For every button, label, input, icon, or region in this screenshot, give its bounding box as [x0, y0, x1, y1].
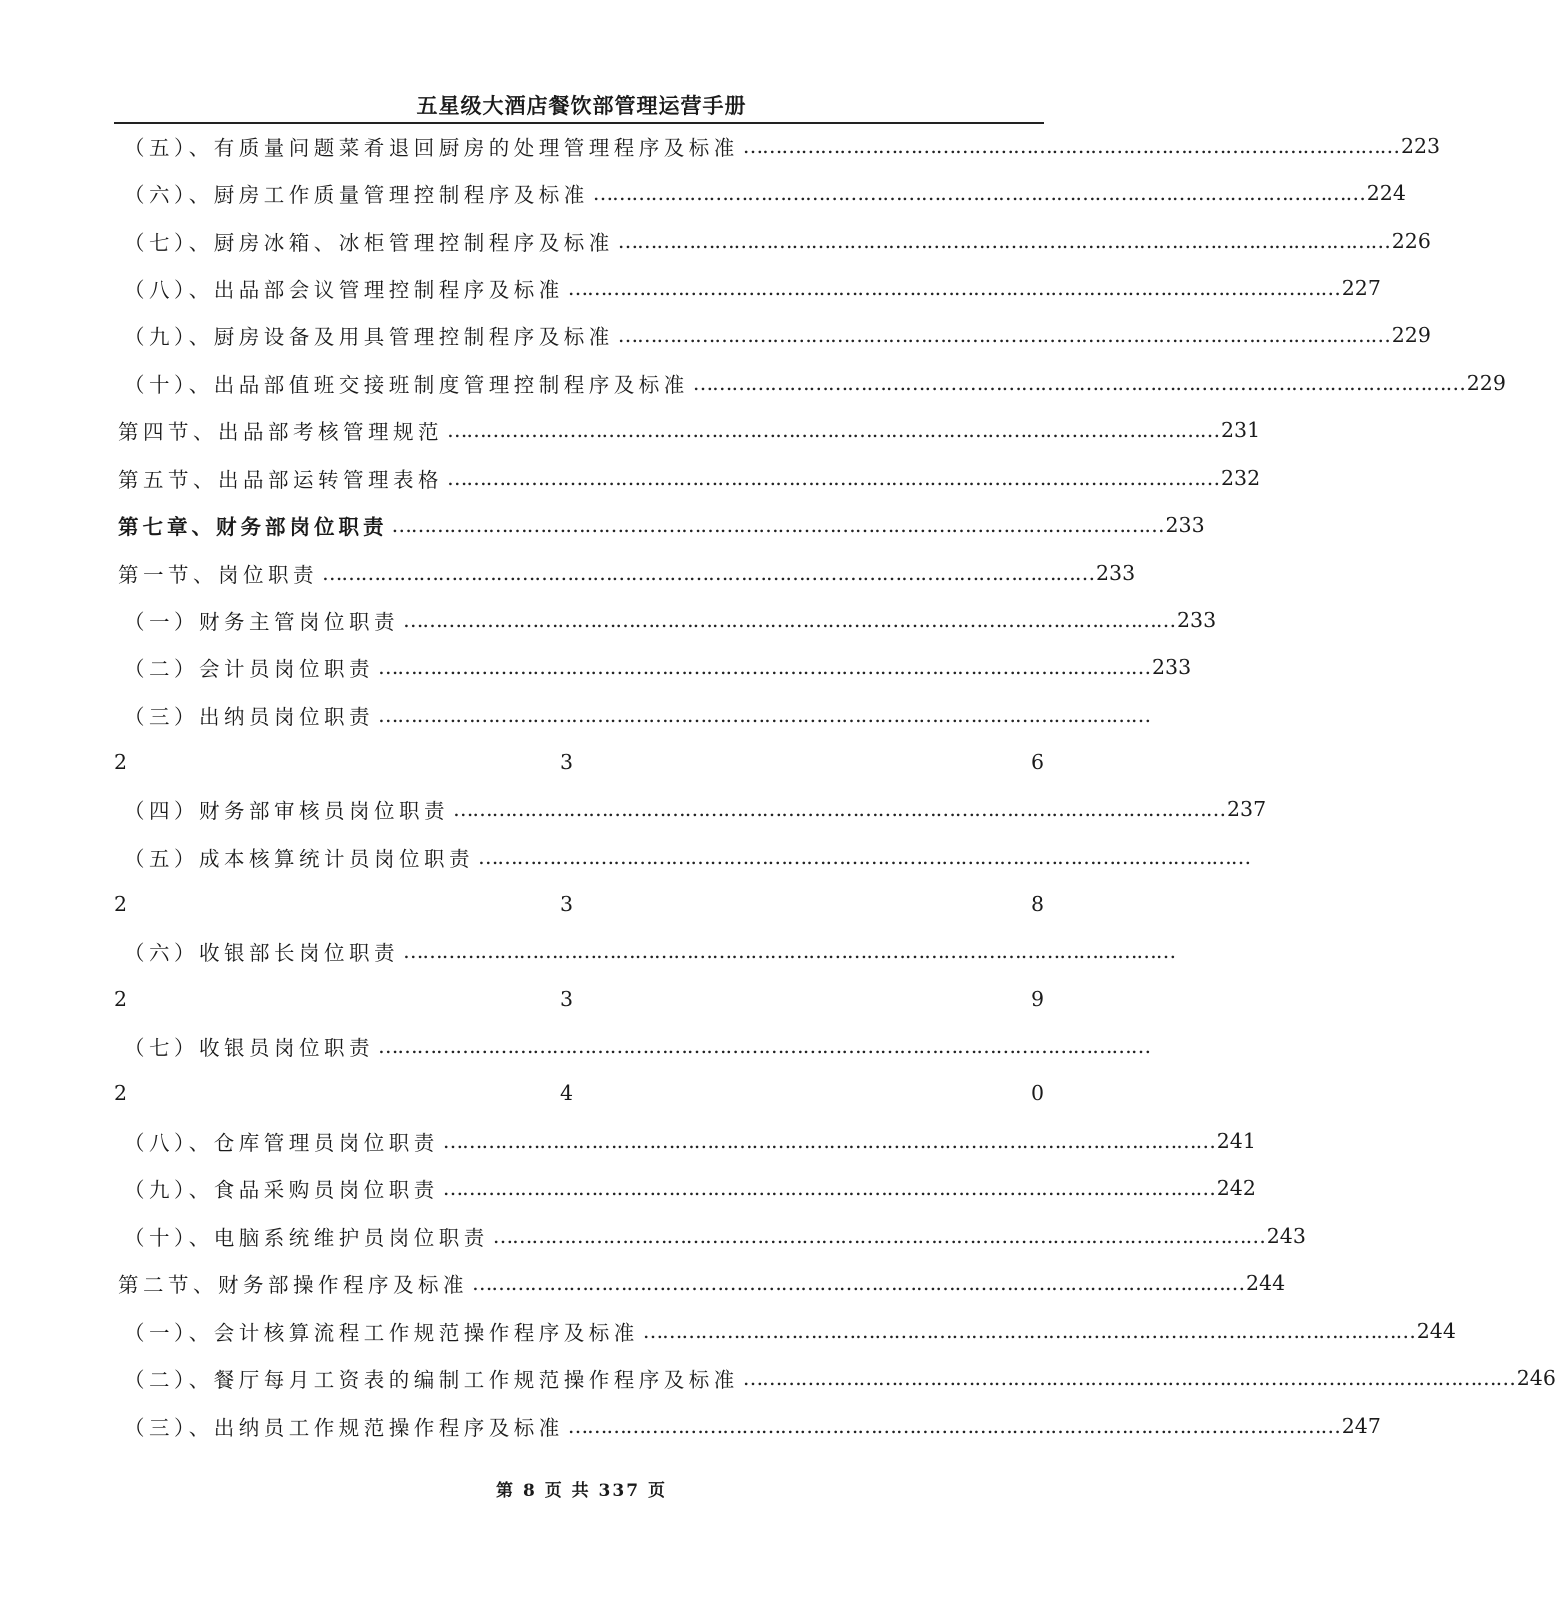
toc-entry[interactable] [0, 173, 1406, 213]
toc-entry[interactable] [0, 931, 1176, 971]
toc-page-number: 231 [1221, 418, 1261, 442]
toc-entry[interactable] [0, 1311, 1456, 1351]
toc-entry[interactable] [0, 789, 1267, 829]
toc-entry[interactable] [0, 458, 1261, 498]
toc-entry[interactable] [0, 1121, 1256, 1161]
toc-leader-dots: ………………………………………………………………………………………………………… [403, 608, 1176, 632]
toc-leader-dots: ………………………………………………………………………………………………………… [617, 229, 1390, 253]
toc-entry-label: （一）、会计核算流程工作规范操作程序及标准 [124, 1321, 639, 1345]
toc-entry[interactable] [0, 363, 1506, 403]
toc-entry[interactable] [0, 410, 1261, 450]
toc-page-digit: 2 [114, 750, 128, 774]
toc-page-digit: 3 [560, 750, 574, 774]
toc-entry-label: （八）、仓库管理员岗位职责 [124, 1131, 439, 1155]
toc-leader-dots: ………………………………………………………………………………………………………… [447, 466, 1220, 490]
toc-entry-label: 第五节、出品部运转管理表格 [118, 468, 443, 492]
toc-page-number: 247 [1341, 1414, 1381, 1438]
toc-leader-dots: ………………………………………………………………………………………………………… [403, 939, 1176, 963]
toc-entry-label: （十）、出品部值班交接班制度管理控制程序及标准 [124, 373, 689, 397]
toc-entry[interactable] [0, 1406, 1381, 1446]
toc-entry-label: （八）、出品部会议管理控制程序及标准 [124, 278, 564, 302]
toc-leader-dots: ………………………………………………………………………………………………………… [442, 1176, 1215, 1200]
toc-entry-label: （四）财务部审核员岗位职责 [124, 799, 449, 823]
toc-page-digit: 3 [560, 892, 574, 916]
toc-page-digit: 9 [1030, 987, 1044, 1011]
toc-entry-label: 第二节、财务部操作程序及标准 [118, 1273, 468, 1297]
toc-page-number: 246 [1516, 1366, 1556, 1390]
toc-page-number: 233 [1165, 513, 1205, 537]
toc-entry-label: （三）出纳员岗位职责 [124, 705, 374, 729]
toc-page-number: 233 [1096, 561, 1136, 585]
toc-leader-dots: ………………………………………………………………………………………………………… [742, 1366, 1515, 1390]
toc-page-digit: 8 [1030, 892, 1044, 916]
toc-leader-dots: ………………………………………………………………………………………… [742, 134, 1399, 158]
toc-page-number: 229 [1466, 371, 1506, 395]
toc-entry-label: （三）、出纳员工作规范操作程序及标准 [124, 1416, 564, 1440]
toc-page-number: 226 [1391, 229, 1431, 253]
toc-entry-label: （五）、有质量问题菜肴退回厨房的处理管理程序及标准 [124, 136, 739, 160]
toc-entry-label: 第四节、出品部考核管理规范 [118, 420, 443, 444]
toc-entry-label: （七）收银员岗位职责 [124, 1036, 374, 1060]
toc-entry[interactable] [0, 1216, 1306, 1256]
toc-leader-dots: ………………………………………………………………………………………………………… [447, 418, 1220, 442]
toc-page-number-spread [114, 884, 1044, 924]
toc-entry[interactable] [0, 647, 1192, 687]
toc-page-number: 227 [1341, 276, 1381, 300]
toc-leader-dots: ………………………………………………………………………………………………………… [453, 797, 1226, 821]
toc-page-digit: 0 [1030, 1081, 1044, 1105]
toc-page-number: 224 [1366, 181, 1406, 205]
toc-leader-dots: ………………………………………………………………………………………………………… [642, 1319, 1415, 1343]
toc-entry[interactable] [0, 695, 1163, 735]
toc-page-number: 241 [1216, 1129, 1256, 1153]
toc-page-number: 237 [1227, 797, 1267, 821]
toc-entry[interactable] [0, 126, 1441, 166]
toc-page-number: 244 [1416, 1319, 1456, 1343]
toc-leader-dots: ………………………………………………………………………………………………………… [478, 845, 1251, 869]
toc-page-digit: 2 [114, 892, 128, 916]
toc-leader-dots: ………………………………………………………………………………………………………… [442, 1129, 1215, 1153]
toc-page-number: 243 [1266, 1224, 1306, 1248]
toc-entry[interactable] [0, 221, 1431, 261]
toc-entry[interactable] [0, 1358, 1556, 1398]
toc-entry-label: （五）成本核算统计员岗位职责 [124, 847, 474, 871]
toc-leader-dots: ………………………………………………………………………………………………………… [472, 1271, 1245, 1295]
toc-page-number: 233 [1177, 608, 1217, 632]
toc-leader-dots: ………………………………………………………………………………………………………… [378, 655, 1151, 679]
toc-entry[interactable] [0, 1263, 1286, 1303]
toc-entry[interactable] [0, 1026, 1163, 1066]
toc-page-number: 242 [1216, 1176, 1256, 1200]
toc-page-number: 244 [1246, 1271, 1286, 1295]
toc-entry[interactable] [0, 268, 1381, 308]
toc-page-number: 232 [1221, 466, 1261, 490]
toc-entry[interactable] [0, 315, 1431, 355]
toc-page-number: 223 [1400, 134, 1441, 158]
toc-leader-dots: ………………………………………………………………………………………………………… [592, 181, 1365, 205]
document-header-title: 五星级大酒店餐饮部管理运营手册 [416, 93, 747, 118]
toc-entry-label: （六）、厨房工作质量管理控制程序及标准 [124, 183, 589, 207]
toc-entry-label: （二）会计员岗位职责 [124, 657, 374, 681]
toc-chapter-entry[interactable] [0, 505, 1205, 545]
toc-leader-dots: ………………………………………………………………………………………………………… [492, 1224, 1265, 1248]
toc-entry-label: （七）、厨房冰箱、冰柜管理控制程序及标准 [124, 231, 614, 255]
toc-entry-label: （九）、食品采购员岗位职责 [124, 1178, 439, 1202]
toc-page-digit: 6 [1030, 750, 1044, 774]
toc-page-number: 229 [1391, 323, 1431, 347]
header-divider [114, 122, 1044, 124]
toc-page-digit: 3 [560, 987, 574, 1011]
toc-entry[interactable] [0, 837, 1251, 877]
page-footer: 第 8 页 共 337 页 [496, 1481, 667, 1501]
toc-page-digit: 2 [114, 987, 128, 1011]
toc-entry-label: （九）、厨房设备及用具管理控制程序及标准 [124, 325, 614, 349]
toc-leader-dots: ………………………………………………………………………………………………………… [391, 513, 1164, 537]
toc-leader-dots: ………………………………………………………………………………………………………… [378, 1034, 1151, 1058]
toc-entry[interactable] [0, 600, 1217, 640]
toc-entry-label: 第七章、财务部岗位职责 [118, 515, 388, 539]
toc-entry-label: （二）、餐厅每月工资表的编制工作规范操作程序及标准 [124, 1368, 739, 1392]
toc-leader-dots: ………………………………………………………………………………………………………… [378, 703, 1151, 727]
toc-page-number-spread [114, 979, 1044, 1019]
toc-entry-label: （六）收银部长岗位职责 [124, 941, 399, 965]
toc-leader-dots: ………………………………………………………………………………………………………… [567, 1414, 1340, 1438]
toc-entry-label: （一）财务主管岗位职责 [124, 610, 399, 634]
toc-page-number: 233 [1152, 655, 1192, 679]
toc-page-digit: 2 [114, 1081, 128, 1105]
toc-page-number-spread [114, 1073, 1044, 1113]
toc-leader-dots: ………………………………………………………………………………………………………… [322, 561, 1095, 585]
toc-page-digit: 4 [560, 1081, 574, 1105]
toc-leader-dots: ………………………………………………………………………………………………………… [692, 371, 1465, 395]
toc-leader-dots: ………………………………………………………………………………………………………… [617, 323, 1390, 347]
toc-leader-dots: ………………………………………………………………………………………………………… [567, 276, 1340, 300]
toc-entry[interactable] [0, 553, 1163, 593]
toc-entry[interactable] [0, 1168, 1256, 1208]
toc-entry-label: （十）、电脑系统维护员岗位职责 [124, 1226, 489, 1250]
toc-page-number-spread [114, 742, 1044, 782]
toc-entry-label: 第一节、岗位职责 [118, 563, 318, 587]
